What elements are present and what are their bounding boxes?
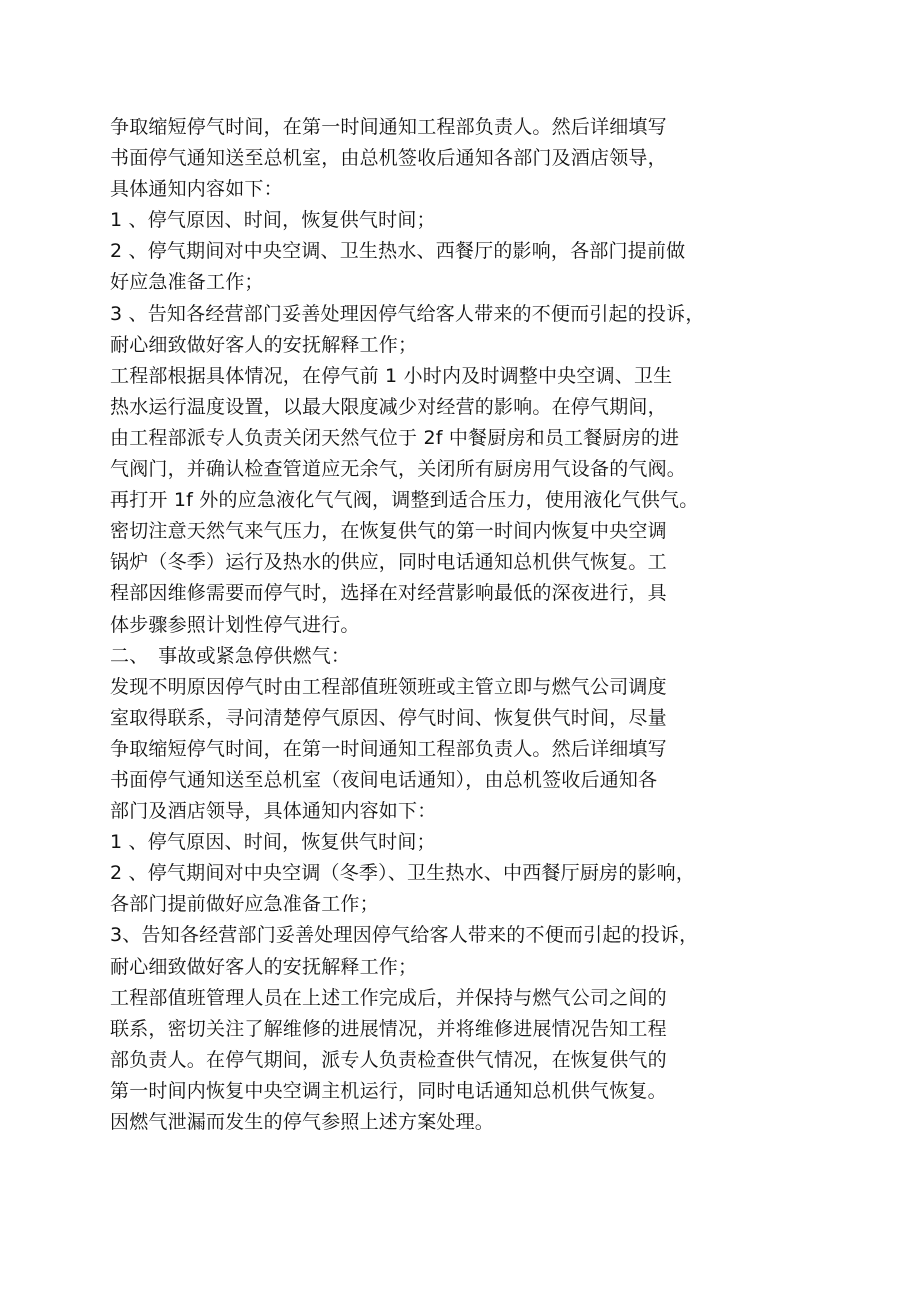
- text-line: 耐心细致做好客人的安抚解释工作；: [110, 955, 418, 978]
- text-line: 由工程部派专人负责关闭天然气位于 2f 中餐厨房和员工餐厨房的进: [110, 426, 680, 449]
- text-line: 热水运行温度设置，以最大限度减少对经营的影响。在停气期间，: [110, 395, 667, 418]
- text-line: 部门及酒店领导，具体通知内容如下：: [110, 800, 437, 823]
- text-line: 工程部根据具体情况，在停气前 1 小时内及时调整中央空调、卫生: [110, 364, 673, 387]
- text-line: 耐心细致做好客人的安抚解释工作；: [110, 333, 418, 356]
- text-line: 部负责人。在停气期间，派专人负责检查供气情况，在恢复供气的: [110, 1048, 667, 1071]
- text-line: 锅炉（冬季）运行及热水的供应，同时电话通知总机供气恢复。工: [110, 551, 667, 574]
- text-line: 联系，密切关注了解维修的进展情况，并将维修进展情况告知工程: [110, 1017, 667, 1040]
- section-heading: 二、 事故或紧急停供燃气：: [110, 644, 351, 667]
- text-line: 争取缩短停气时间，在第一时间通知工程部负责人。然后详细填写: [110, 116, 667, 138]
- document-body: [110, 112, 750, 1138]
- text-line: 室取得联系，寻问清楚停气原因、停气时间、恢复供气时间，尽量: [110, 706, 667, 729]
- text-line: 具体通知内容如下：: [110, 178, 283, 201]
- text-line: 3 、告知各经营部门妥善处理因停气给客人带来的不便而引起的投诉，: [110, 302, 705, 325]
- text-line: 各部门提前做好应急准备工作；: [110, 893, 379, 916]
- text-line: 发现不明原因停气时由工程部值班领班或主管立即与燃气公司调度: [110, 675, 667, 698]
- text-line: 气阀门，并确认检查管道应无余气，关闭所有厨房用气设备的气阀。: [110, 458, 687, 481]
- text-line: 因燃气泄漏而发生的停气参照上述方案处理。: [110, 1111, 495, 1133]
- text-line: 体步骤参照计划性停气进行。: [110, 613, 360, 636]
- text-line: 书面停气通知送至总机室（夜间电话通知），由总机签收后通知各: [110, 768, 658, 791]
- text-line: 工程部值班管理人员在上述工作完成后，并保持与燃气公司之间的: [110, 986, 667, 1009]
- text-line: 3、告知各经营部门妥善处理因停气给客人带来的不便而引起的投诉，: [110, 924, 699, 947]
- text-line: 1 、停气原因、时间，恢复供气时间；: [110, 209, 436, 232]
- text-line: 好应急准备工作；: [110, 271, 264, 294]
- text-line: 1 、停气原因、时间，恢复供气时间；: [110, 831, 436, 854]
- text-line: 2 、停气期间对中央空调（冬季）、卫生热水、中西餐厅厨房的影响，: [110, 862, 696, 885]
- text-line: 密切注意天然气来气压力，在恢复供气的第一时间内恢复中央空调: [110, 520, 667, 543]
- text-line: 第一时间内恢复中央空调主机运行，同时电话通知总机供气恢复。: [110, 1079, 667, 1102]
- text-line: 程部因维修需要而停气时，选择在对经营影响最低的深夜进行，具: [110, 582, 667, 605]
- text-line: 争取缩短停气时间，在第一时间通知工程部负责人。然后详细填写: [110, 737, 667, 760]
- text-line: 再打开 1f 外的应急液化气气阀，调整到适合压力，使用液化气供气。: [110, 489, 699, 512]
- text-line: 2 、停气期间对中央空调、卫生热水、西餐厅的影响，各部门提前做: [110, 240, 686, 263]
- text-line: 书面停气通知送至总机室，由总机签收后通知各部门及酒店领导，: [110, 147, 667, 170]
